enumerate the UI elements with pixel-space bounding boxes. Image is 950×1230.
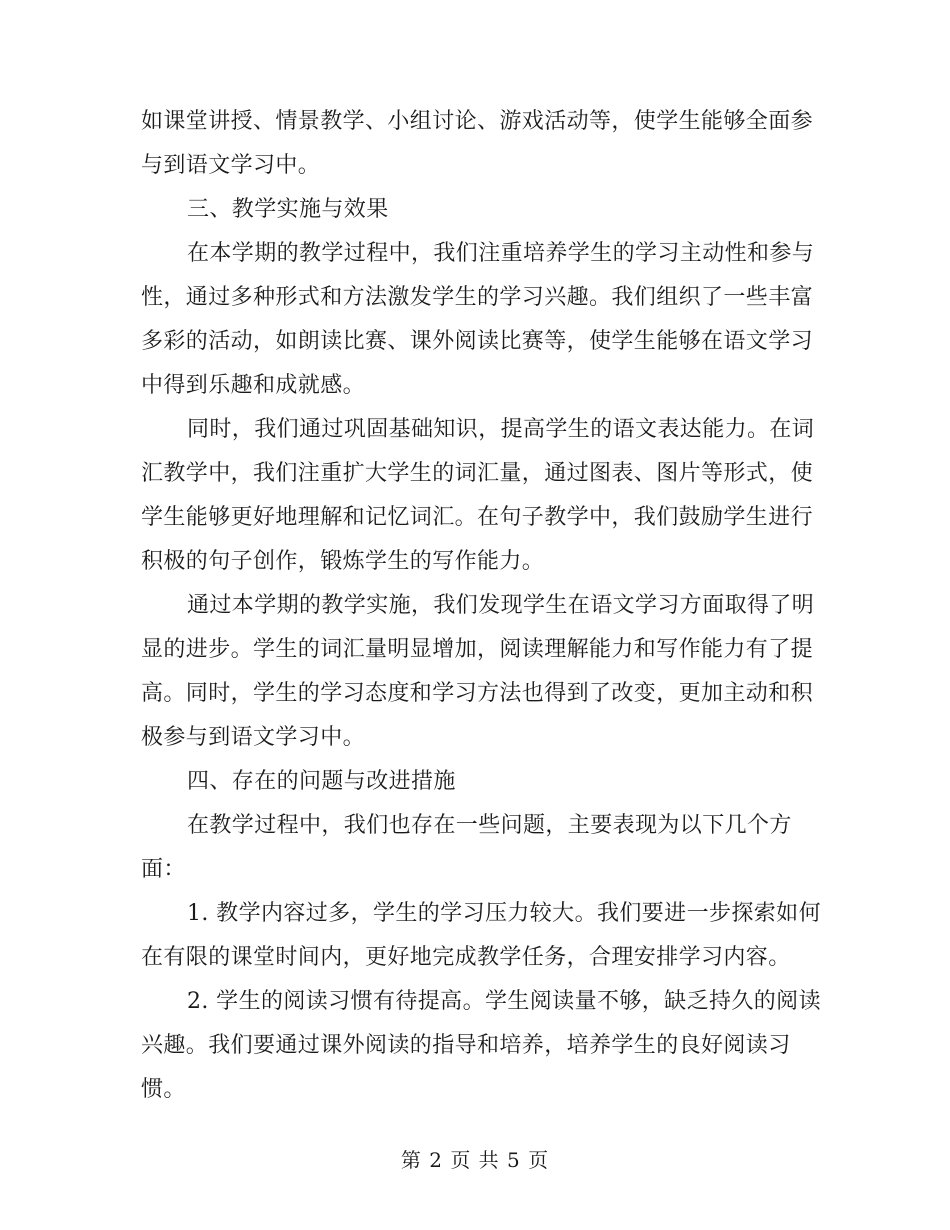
text-line: 在本学期的教学过程中，我们注重培养学生的学习主动性和参与: [187, 241, 815, 266]
text-line: 多彩的活动，如朗读比赛、课外阅读比赛等，使学生能够在语文学习: [141, 329, 814, 354]
text-line: 显的进步。学生的词汇量明显增加，阅读理解能力和写作能力有了提: [141, 637, 814, 662]
page-number-footer: 第 2 页 共 5 页: [400, 1148, 550, 1172]
text-line: 汇教学中，我们注重扩大学生的词汇量，通过图表、图片等形式，使: [141, 461, 814, 486]
text-line: 通过本学期的教学实施，我们发现学生在语文学习方面取得了明: [187, 593, 815, 618]
text-line: 在有限的课堂时间内，更好地完成教学任务，合理安排学习内容。: [141, 945, 791, 970]
section-heading-implementation: 三、教学实施与效果: [187, 197, 389, 222]
document-body: [141, 100, 821, 1112]
text-line: 中得到乐趣和成就感。: [141, 373, 366, 398]
text-line: 同时，我们通过巩固基础知识，提高学生的语文表达能力。在词: [187, 417, 815, 442]
text-line: 兴趣。我们要通过课外阅读的指导和培养，培养学生的良好阅读习: [141, 1033, 791, 1058]
text-line: 与到语文学习中。: [141, 153, 321, 178]
text-line: 性，通过多种形式和方法激发学生的学习兴趣。我们组织了一些丰富: [141, 285, 814, 310]
text-line: 面：: [141, 857, 186, 882]
section-heading-problems: 四、存在的问题与改进措施: [187, 769, 456, 794]
text-line: 极参与到语文学习中。: [141, 725, 366, 750]
text-line: 学生能够更好地理解和记忆词汇。在句子教学中，我们鼓励学生进行: [141, 505, 814, 530]
text-line: 惯。: [141, 1077, 186, 1102]
text-line: 如课堂讲授、情景教学、小组讨论、游戏活动等，使学生能够全面参: [141, 109, 814, 134]
text-line: 在教学过程中，我们也存在一些问题，主要表现为以下几个方: [187, 813, 792, 838]
text-line: 积极的句子创作，锻炼学生的写作能力。: [141, 549, 545, 574]
list-item-1: 1. 教学内容过多，学生的学习压力较大。我们要进一步探索如何: [187, 901, 821, 926]
text-line: 高。同时，学生的学习态度和学习方法也得到了改变，更加主动和积: [141, 681, 814, 706]
list-item-2: 2. 学生的阅读习惯有待提高。学生阅读量不够，缺乏持久的阅读: [187, 989, 821, 1014]
